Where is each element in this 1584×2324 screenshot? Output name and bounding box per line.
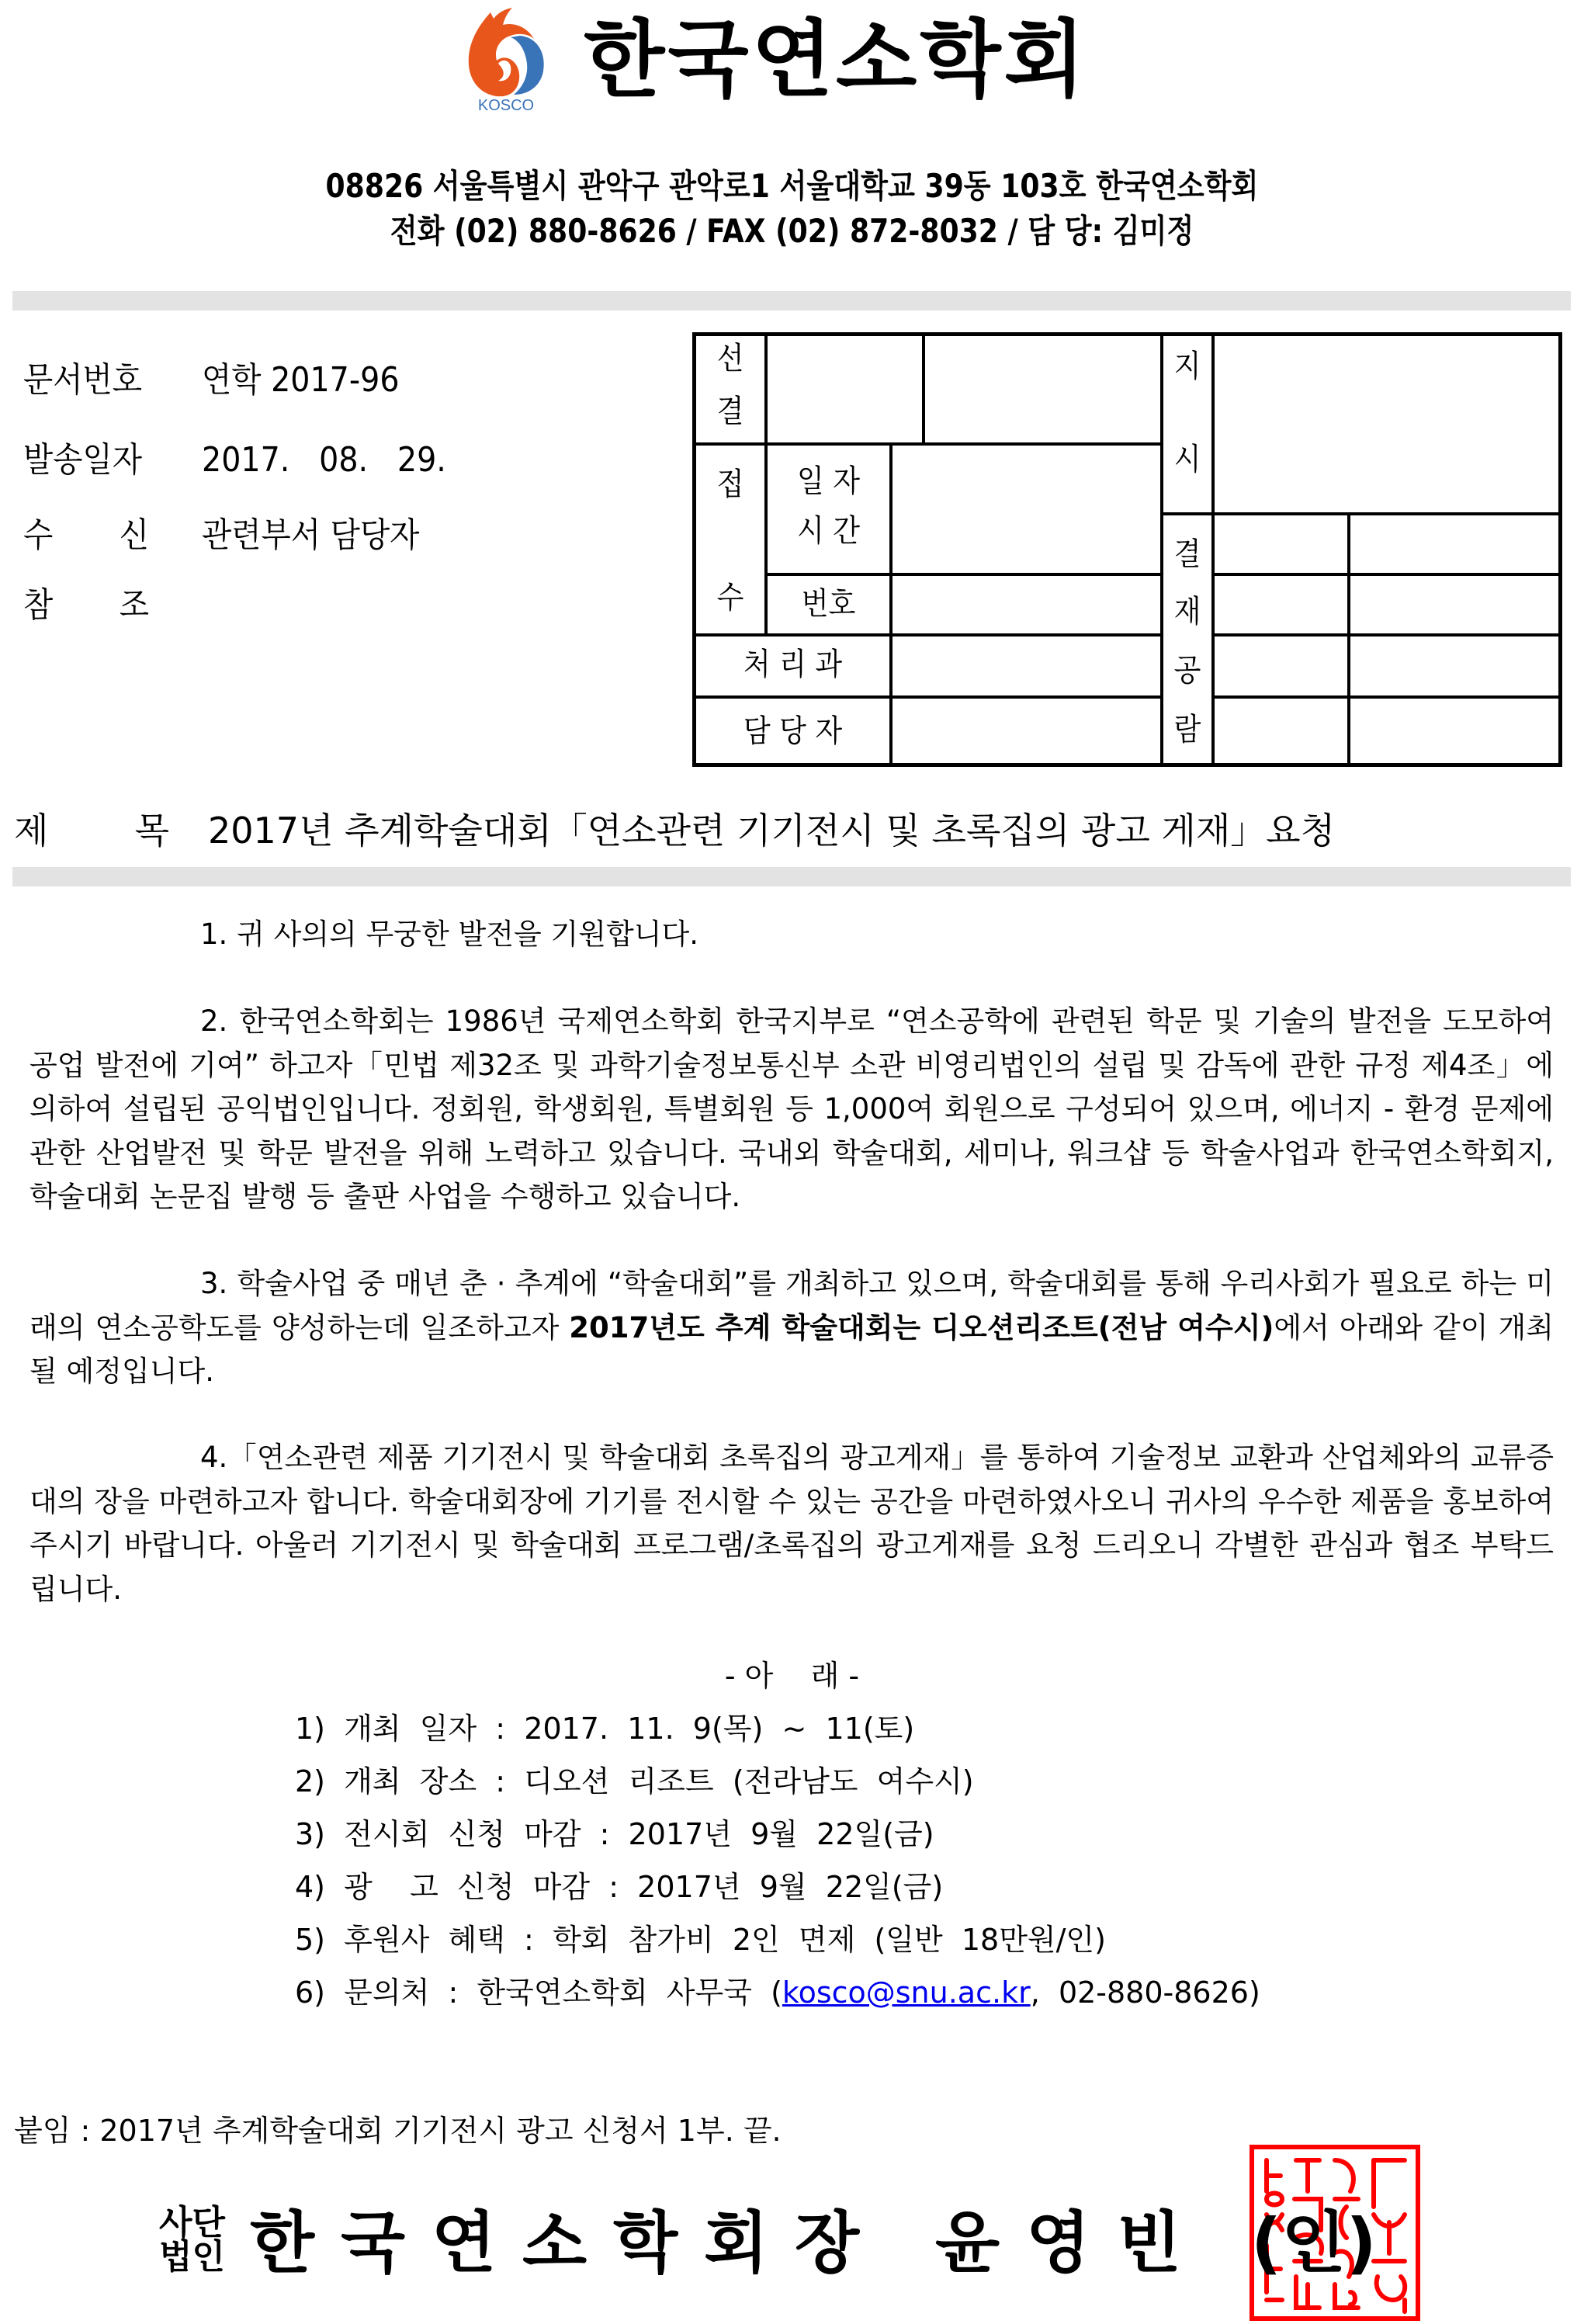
contact-email-link[interactable]: kosco@snu.ac.kr: [782, 1975, 1031, 2010]
label-number: 번호: [801, 586, 856, 622]
label-person: 담 당 자: [743, 713, 843, 749]
divider-bar-top: [12, 291, 1571, 310]
paragraph-2: [29, 1000, 1554, 1219]
address-line: 08826 서울특별시 관악구 관악로1 서울대학교 39동 103호 한국연소학회: [325, 167, 1259, 205]
corporation-prefix: 사단 법인: [159, 2203, 226, 2277]
paragraph-3: 3. 학술사업 중 매년 춘 · 추계에 “학술대회”를 개최하고 있으며, 학술대회를 통해 우리사회가 필요로 하는 미래의 연소공학도를 양성하는데 일조하고자 2017년도 추계 학술대회는 디오션리조트(전남 여수시)에서 아래와 같이 개최될 예정입니다.: [29, 1267, 1554, 1388]
detail-item-1: 1) 개최 일자 : 2017. 11. 9(목) ~ 11(토): [295, 1712, 915, 1746]
label-time: 시 간: [797, 513, 860, 549]
divider-bar-subject: [12, 867, 1571, 886]
doc-number-label: 문서번호: [23, 360, 143, 400]
detail-item-2: 2) 개최 장소 : 디오션 리조트 (전라남도 여수시): [295, 1764, 974, 1798]
label-jeopsu-2: 수: [716, 580, 744, 616]
label-instruction-2: 시: [1173, 442, 1201, 477]
doc-number-row: [23, 359, 421, 402]
contact-line: 전화 (02) 880-8626 / FAX (02) 872-8032 / 담 당: 김미정: [390, 212, 1194, 250]
reference-row: [23, 584, 202, 627]
label-seongyeol-2: 결: [716, 394, 744, 429]
paragraph-4: [29, 1436, 1554, 1611]
send-date-value: 2017. 08. 29.: [202, 440, 446, 480]
flame-logo-icon: [459, 5, 553, 113]
paragraph-4-text: 4.「연소관련 제품 기기전시 및 학술대회 초록집의 광고게재」를 통하여 기술정보 교환과 산업체와의 교류증대의 장을 마련하고자 합니다. 학술대회장에 기기를 전시할 수 있는 공간을 마련하였사오니 귀사의 우수한 제품을 홍보하여 주시기 바랍니다. 아울러 기기전시 및 학술대회 프로그램/초록집의 광고게재를 요청 드리오니 각별한 관심과 협조 부탁드립니다.: [29, 1441, 1554, 1606]
signature-name: 한 국 연 소 학 회 장 윤 영 빈: [250, 2204, 1184, 2282]
label-approval-4: 람: [1173, 712, 1201, 747]
detail-item-3: 3) 전시회 신청 마감 : 2017년 9월 22일(금): [295, 1817, 934, 1851]
recipient-value: 관련부서 담당자: [202, 515, 420, 555]
recipient-label: 수 신: [23, 515, 149, 555]
label-jeopsu-1: 접: [716, 467, 744, 502]
label-instruction-1: 지: [1173, 349, 1201, 384]
paragraph-2-text: 2. 한국연소학회는 1986년 국제연소학회 한국지부로 “연소공학에 관련된 학문 및 기술의 발전을 도모하여 공업 발전에 기여” 하고자「민법 제32조 및 과학기술정보통신부 소관 비영리법인의 설립 및 감독에 관한 규정 제4조」에 의하여 설립된 공익법인입니다. 정회원, 학생회원, 특별회원 등 1,000여 회원으로 구성되어 있으며, 에너지 - 환경 문제에 관한 산업발전 및 학문 발전을 위해 노력하고 있습니다. 국내외 학술대회, 세미나, 워크샵 등 학술사업과 한국연소학회지, 학술대회 논문집 발행 등 출판 사업을 수행하고 있습니다.: [29, 1004, 1554, 1213]
paragraph-1-text: 1. 귀 사의의 무궁한 발전을 기원합니다.: [200, 917, 698, 951]
paragraph-1: [29, 913, 1554, 957]
reference-label: 참 조: [23, 585, 149, 625]
approval-table: [692, 332, 1562, 767]
label-approval-1: 결: [1173, 536, 1201, 572]
send-date-row: [23, 439, 473, 482]
svg-text:KOSCO: KOSCO: [477, 97, 535, 113]
detail-item-4: 4) 광 고 신청 마감 : 2017년 9월 22일(금): [295, 1870, 944, 1904]
recipient-row: [23, 514, 444, 557]
detail-item-6: 6) 문의처 : 한국연소학회 사무국 (kosco@snu.ac.kr, 02-880-8626): [295, 1975, 1260, 2010]
label-approval-3: 공: [1173, 653, 1201, 689]
detail-item-5: 5) 후원사 혜택 : 학회 참가비 2인 면제 (일반 18만원/인): [295, 1923, 1106, 1957]
label-seongyeol-1: 선: [716, 341, 744, 376]
seal-mark: (인): [1251, 2204, 1377, 2282]
subject-text: 2017년 추계학술대회「연소관련 기기전시 및 초록집의 광고 게재」요청: [208, 810, 1336, 852]
label-dept: 처 리 과: [743, 647, 843, 682]
organization-title: 한국연소학회: [584, 12, 1088, 109]
label-approval-2: 재: [1173, 594, 1201, 630]
event-highlight: 2017년도 추계 학술대회는 디오션리조트(전남 여수시): [569, 1310, 1274, 1344]
subject-label: 제 목: [14, 810, 169, 852]
subject-line: [14, 807, 1335, 854]
details-heading: - 아 래 -: [724, 1659, 860, 1693]
attachment-line: 붙임 : 2017년 추계학술대회 기기전시 광고 신청서 1부. 끝.: [14, 2114, 782, 2148]
label-date: 일 자: [797, 463, 860, 499]
doc-number-value: 연학 2017-96: [202, 360, 400, 400]
send-date-label: 발송일자: [23, 440, 143, 480]
kosco-logo: [459, 5, 553, 113]
